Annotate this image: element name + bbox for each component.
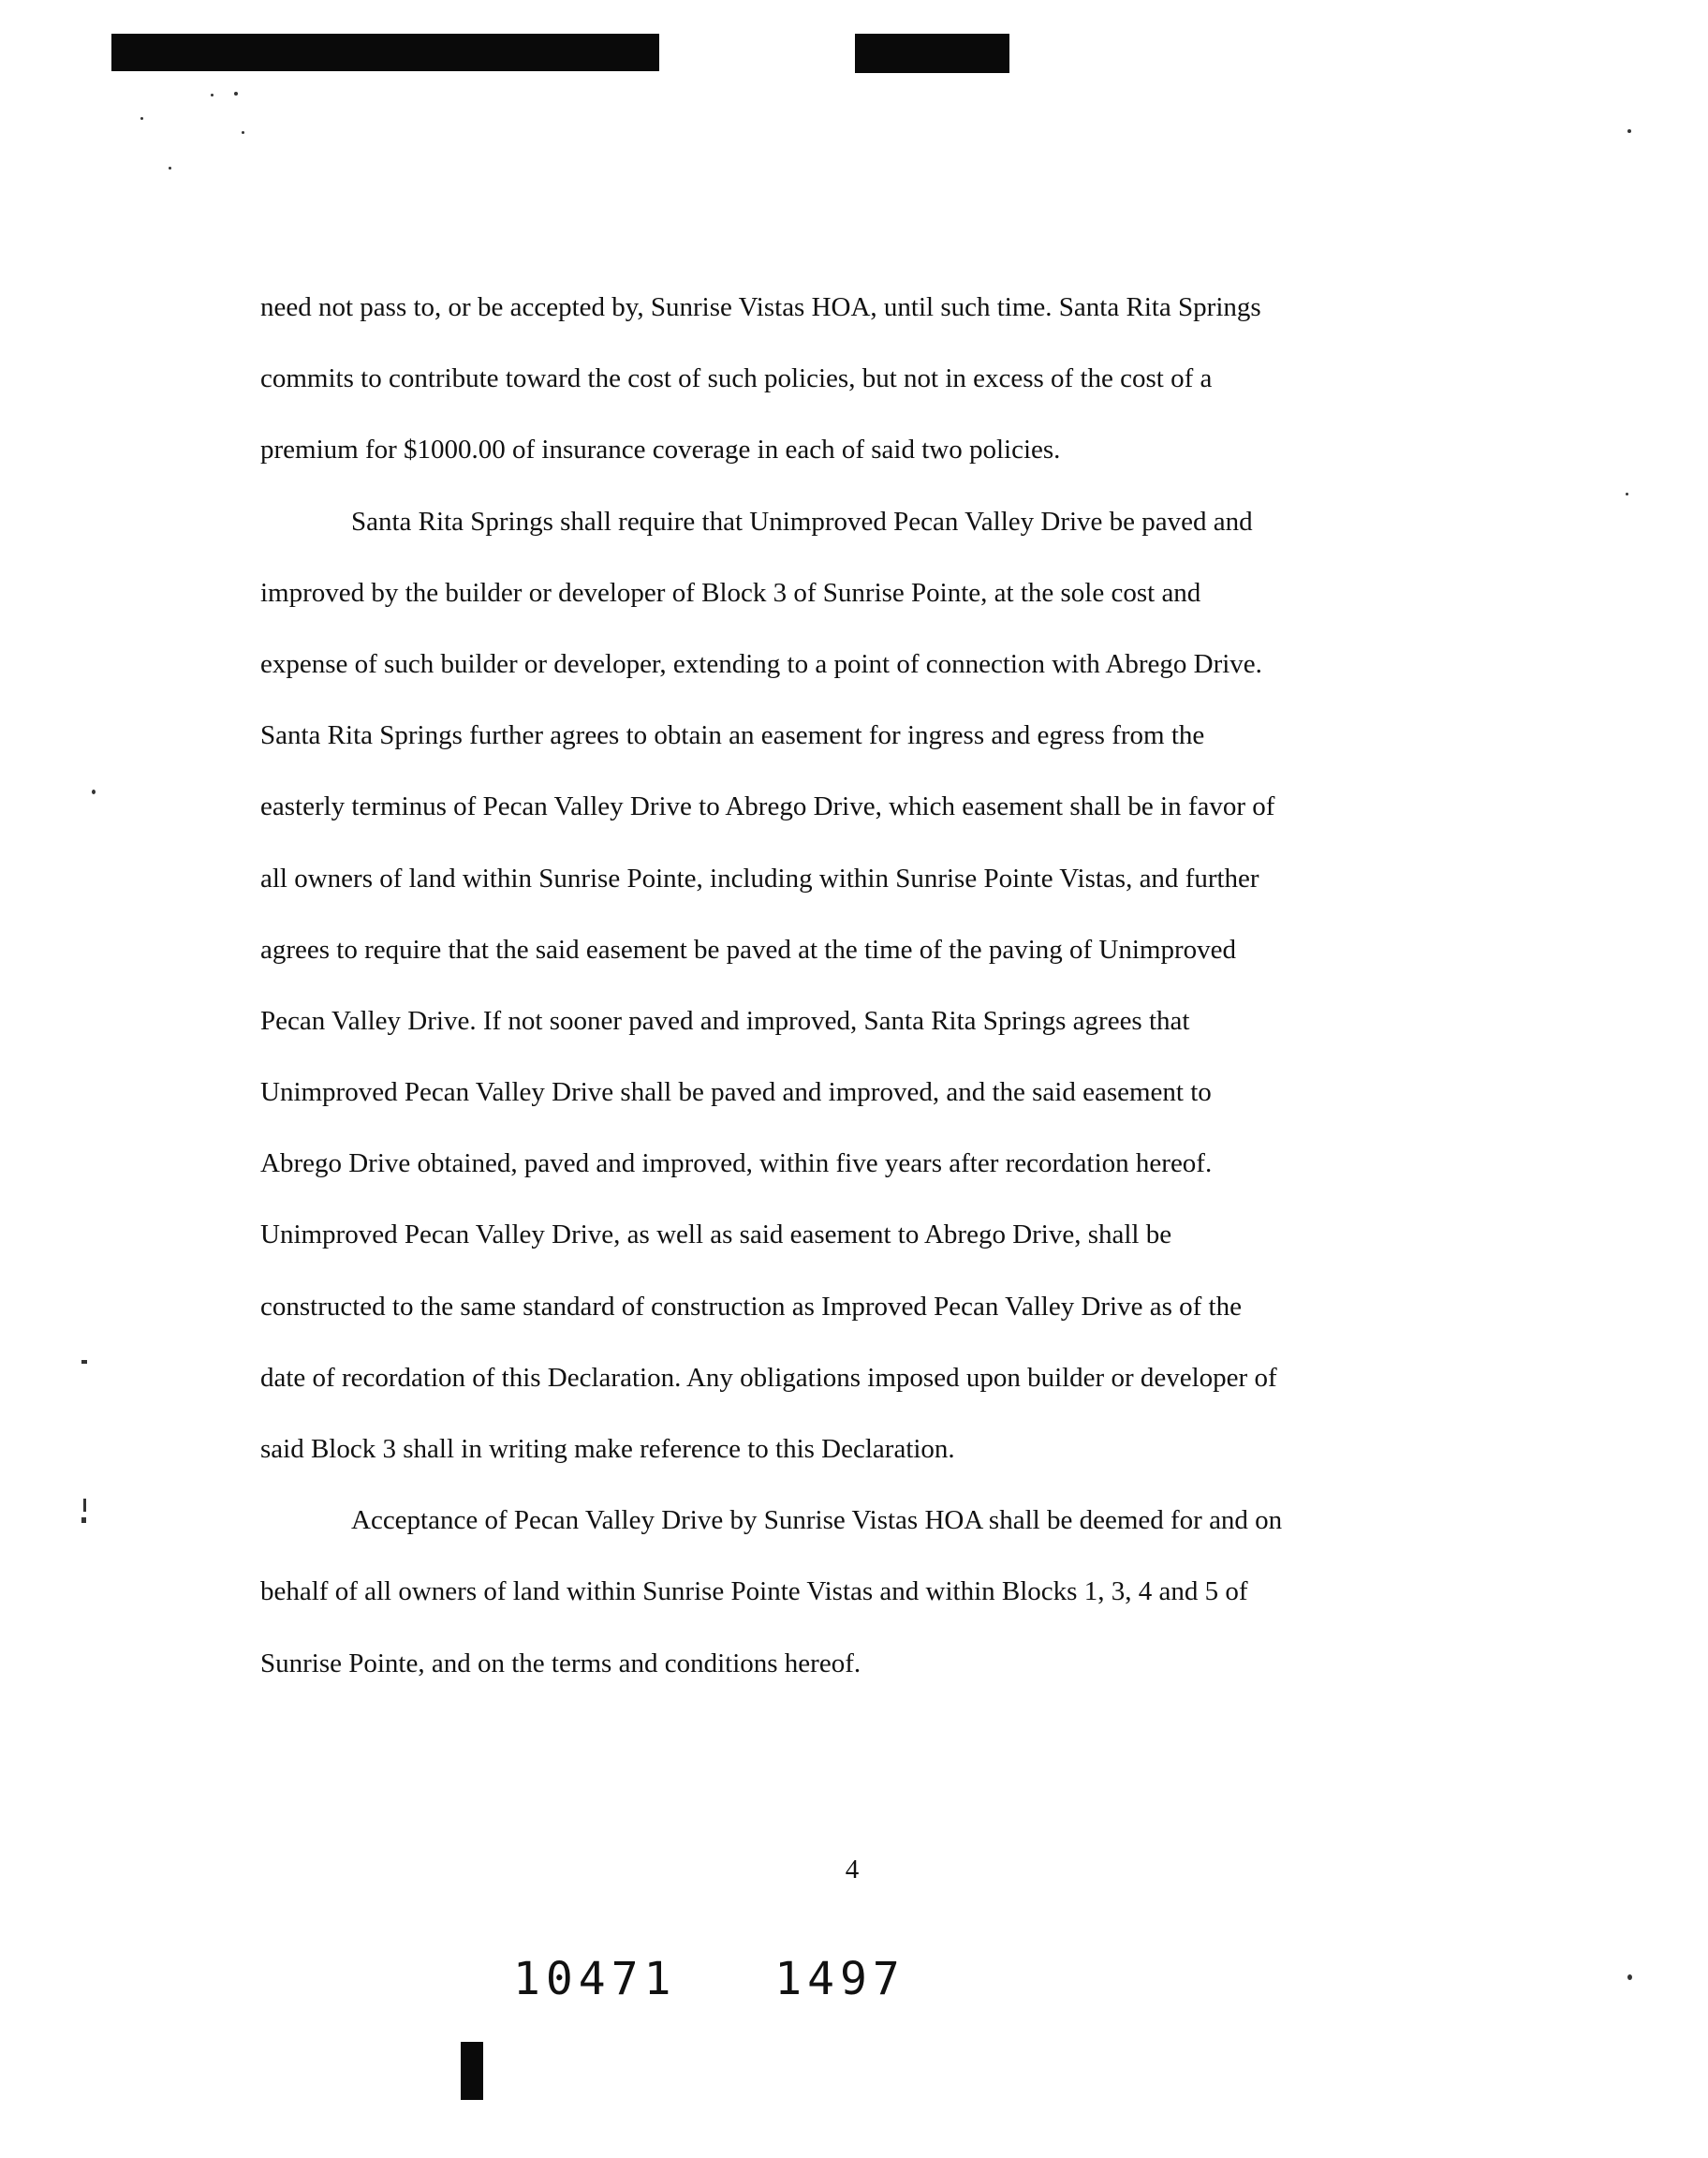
redaction-bar: [855, 34, 1009, 73]
scan-speck: [1626, 493, 1628, 495]
text-line: Sunrise Pointe, and on the terms and conditions hereof.: [260, 1648, 861, 1678]
paragraph: [260, 486, 1440, 1485]
text-line: commits to contribute toward the cost of such policies, but not in excess of the cost of a: [260, 363, 1213, 394]
scan-speck: [1627, 1974, 1632, 1980]
scanner-registration-mark: [461, 2042, 483, 2100]
text-line: said Block 3 shall in writing make reference to this Declaration.: [260, 1434, 955, 1464]
redaction-bar: [111, 34, 659, 71]
text-line: easterly terminus of Pecan Valley Drive to Abrego Drive, which easement shall be in favor of: [260, 791, 1275, 822]
text-line: constructed to the same standard of construction as Improved Pecan Valley Drive as of the: [260, 1291, 1242, 1322]
recording-book-page-stamp: 10471 1497: [513, 1953, 906, 2005]
text-line: all owners of land within Sunrise Pointe, including within Sunrise Pointe Vistas, and further: [260, 863, 1259, 894]
paragraph: [260, 1485, 1440, 1699]
text-line: Santa Rita Springs shall require that Unimproved Pecan Valley Drive be paved and: [351, 506, 1253, 537]
scan-speck: [81, 1517, 86, 1523]
text-line: agrees to require that the said easement be paved at the time of the paving of Unimproved: [260, 934, 1237, 965]
scan-speck: [211, 94, 214, 96]
page-number: 4: [845, 1855, 860, 1885]
text-line: Pecan Valley Drive. If not sooner paved and improved, Santa Rita Springs agrees that: [260, 1005, 1190, 1036]
scan-speck: [140, 117, 143, 120]
scan-speck: [169, 167, 171, 170]
text-line: improved by the builder or developer of Block 3 of Sunrise Pointe, at the sole cost and: [260, 577, 1201, 608]
text-line: expense of such builder or developer, extending to a point of connection with Abrego Drive.: [260, 648, 1262, 679]
text-line: Santa Rita Springs further agrees to obtain an easement for ingress and egress from the: [260, 720, 1205, 751]
text-line: date of recordation of this Declaration. Any obligations imposed upon builder or developer of: [260, 1362, 1277, 1393]
text-line: Abrego Drive obtained, paved and improved, within five years after recordation hereof.: [260, 1148, 1213, 1179]
text-line: premium for $1000.00 of insurance coverage in each of said two policies.: [260, 435, 1061, 466]
text-line: Unimproved Pecan Valley Drive, as well as said easement to Abrego Drive, shall be: [260, 1219, 1172, 1250]
declaration-body-text: [260, 272, 1440, 1699]
scan-speck: [81, 1360, 87, 1364]
text-line: Unimproved Pecan Valley Drive shall be paved and improved, and the said easement to: [260, 1077, 1212, 1108]
scan-speck: [234, 92, 238, 96]
text-line: Acceptance of Pecan Valley Drive by Sunrise Vistas HOA shall be deemed for and on: [351, 1505, 1283, 1536]
scan-speck: [1627, 129, 1631, 133]
paragraph: [260, 272, 1440, 486]
scan-speck: [83, 1499, 86, 1512]
text-line: need not pass to, or be accepted by, Sunrise Vistas HOA, until such time. Santa Rita Springs: [260, 292, 1261, 322]
scan-speck: [242, 131, 244, 134]
text-line: behalf of all owners of land within Sunrise Pointe Vistas and within Blocks 1, 3, 4 and 5 of: [260, 1576, 1248, 1607]
scan-speck: [92, 790, 96, 794]
